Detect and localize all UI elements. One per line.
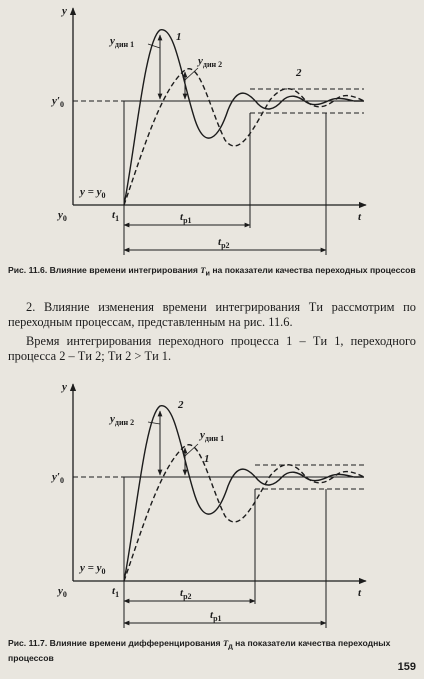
curve-1-label: 1: [176, 31, 182, 43]
figure-11-7-caption: Рис. 11.7. Влияние времени дифференцирования $T_д$ на показатели качества переходных процессов: [8, 638, 391, 663]
ydyn1-label: $y_{дин 1}$: [200, 429, 225, 443]
tp2-label: $t_{р2}$: [218, 236, 230, 250]
curve-2-label: 2: [178, 399, 184, 411]
ydyn2-label: $y_{дин 2}$: [198, 55, 223, 69]
ydyn1-label: $y_{дин 1}$: [110, 35, 135, 49]
figure-11-6: [0, 0, 424, 262]
tp1-label: $t_{р1}$: [180, 211, 192, 225]
t1-label: $t_1$: [112, 585, 120, 599]
curve-1-label: 1: [204, 453, 210, 465]
y-prime-label: $y'_0$: [52, 95, 64, 109]
figure-11-6-caption: Рис. 11.6. Влияние времени интегрирования $T_и$ на показатели качества переходных процессов: [8, 265, 416, 278]
origin-label: $y_0$: [58, 209, 67, 223]
y-axis-label: y: [62, 5, 67, 17]
y-axis-label: y: [62, 381, 67, 393]
ydyn2-label: $y_{дин 2}$: [110, 413, 135, 427]
origin-label: $y_0$: [58, 585, 67, 599]
y-eq-label: $y = y_0$: [80, 562, 106, 576]
paragraph-2: Время интегрирования переходного процесса 1 – Tи 1, переходного процесса 2 – Tи 2; Tи 2 > Tи 1.: [8, 334, 416, 363]
tp2-label: $t_{р2}$: [180, 587, 192, 601]
t1-label: $t_1$: [112, 209, 120, 223]
t-axis-label: t: [358, 587, 362, 599]
figure-11-7: [0, 376, 424, 634]
y-prime-label: $y'_0$: [52, 471, 64, 485]
curve-2-label: 2: [296, 67, 302, 79]
tp1-label: $t_{р1}$: [210, 609, 222, 623]
paragraph-1: 2. Влияние изменения времени интегрирования Tи рассмотрим по переходным процессам, представленным на рис. 11.6.: [8, 300, 416, 329]
page-number: 159: [397, 661, 416, 673]
t-axis-label: t: [358, 211, 362, 223]
y-eq-label: $y = y_0$: [80, 186, 106, 200]
